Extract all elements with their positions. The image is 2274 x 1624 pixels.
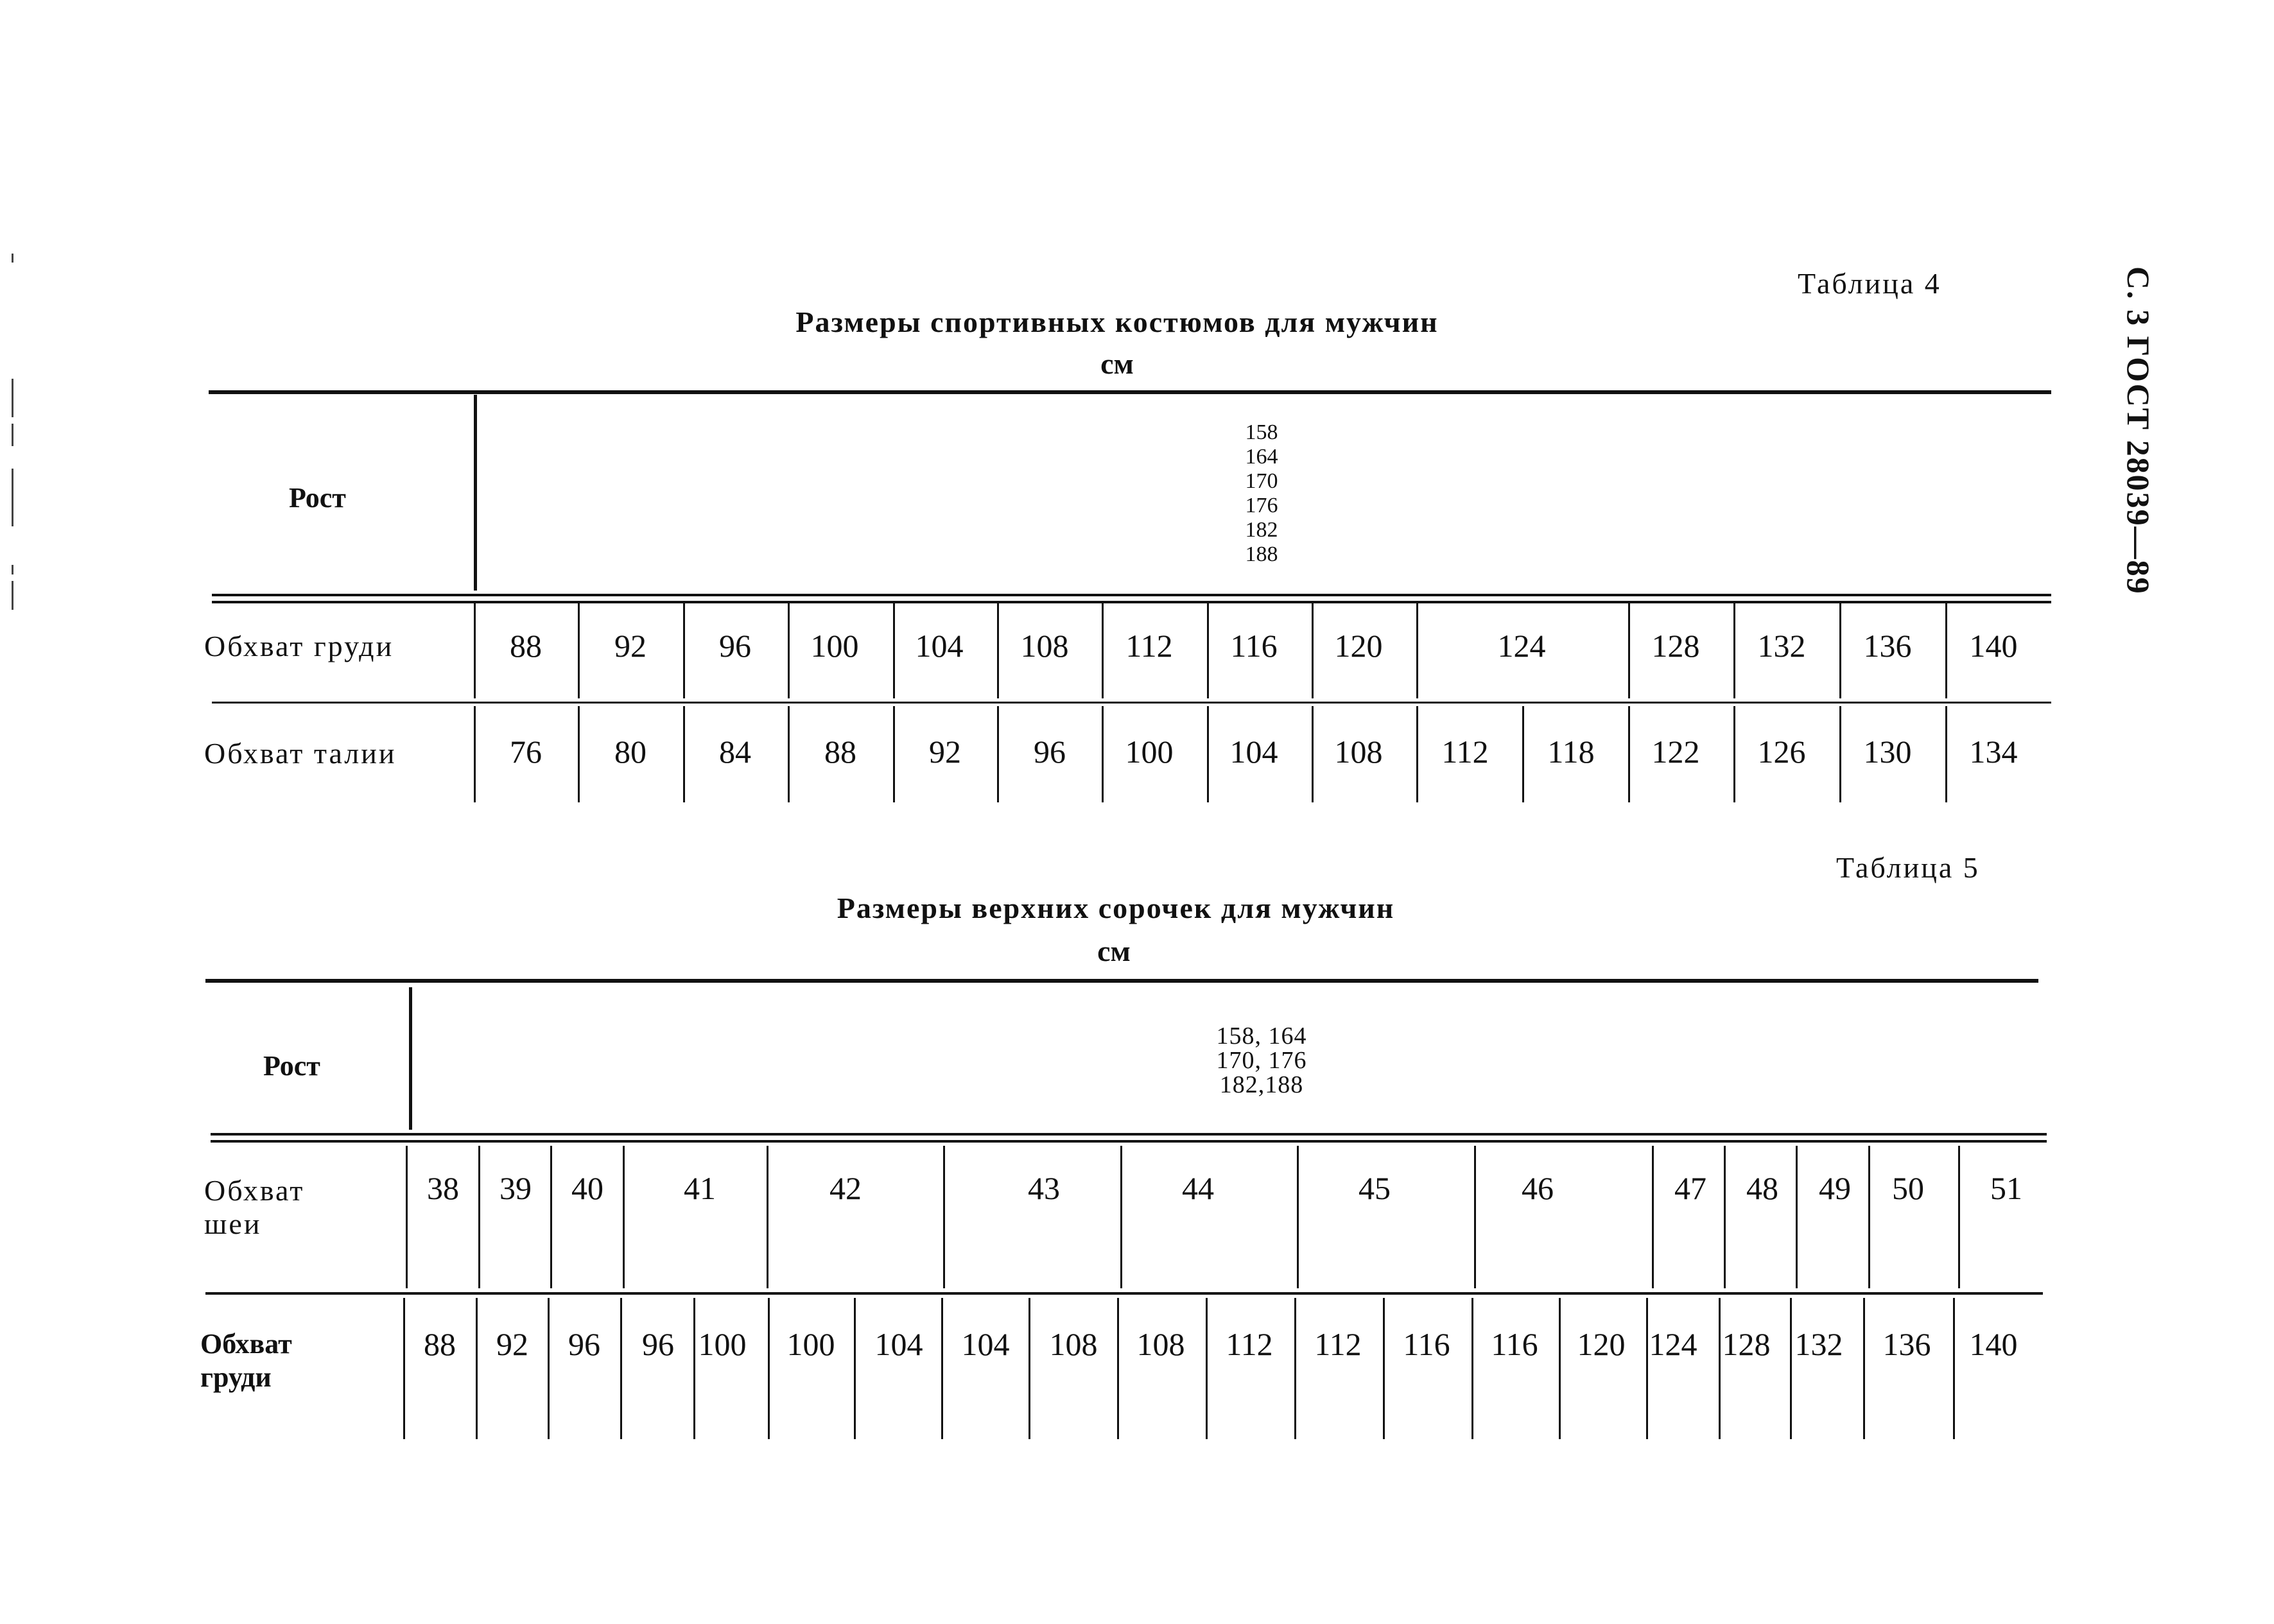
table4-col-divider — [997, 706, 999, 802]
table4-col-divider — [1102, 603, 1104, 698]
table5-col-divider — [767, 1146, 768, 1288]
table5-chest-cell: 136 — [1882, 1326, 1931, 1362]
table5-col-divider — [1383, 1298, 1385, 1439]
table5-col-divider — [854, 1298, 856, 1439]
table5-neck-cell: 40 — [571, 1170, 603, 1206]
table5-row-rule — [205, 1292, 2043, 1295]
table5-col-divider — [1294, 1298, 1296, 1439]
table5-chest-cell: 124 — [1649, 1326, 1697, 1362]
table5-col-divider — [1471, 1298, 1473, 1439]
page-running-header: С. 3 ГОСТ 28039—89 — [2121, 266, 2157, 595]
table5-chest-cell: 128 — [1722, 1326, 1771, 1362]
table4-col-divider — [683, 706, 685, 802]
table4-chest-cell: 112 — [1125, 628, 1173, 664]
table4-col-divider — [1522, 706, 1524, 802]
table4-waist-cell: 80 — [614, 734, 647, 770]
table5-neck-label: шеи — [204, 1207, 262, 1240]
table5-col-divider — [1719, 1298, 1721, 1439]
table5-neck-cell: 45 — [1358, 1170, 1391, 1206]
table4-waist-cell: 112 — [1441, 734, 1489, 770]
table4-chest-cell: 132 — [1757, 628, 1806, 664]
table4-col-divider — [1102, 706, 1104, 802]
table5-neck-cell: 47 — [1674, 1170, 1706, 1206]
table5-neck-cell: 46 — [1522, 1170, 1554, 1206]
table4-label: Таблица 4 — [1798, 267, 1941, 300]
table5-col-divider — [1474, 1146, 1476, 1288]
table4-height-value: 164 — [1245, 445, 1278, 469]
table5-chest-label: груди — [200, 1361, 272, 1393]
table5-chest-cell: 108 — [1136, 1326, 1185, 1362]
table5-chest-cell: 112 — [1226, 1326, 1273, 1362]
table5-chest-cell: 100 — [698, 1326, 747, 1362]
table4-top-rule — [209, 390, 2051, 394]
table4-chest-cell: 120 — [1334, 628, 1383, 664]
table4-col-divider — [683, 603, 685, 698]
table5-col-divider — [1646, 1298, 1648, 1439]
table5-chest-cell: 100 — [786, 1326, 835, 1362]
table5-chest-label: Обхват — [200, 1328, 292, 1360]
table4-chest-cell: 96 — [719, 628, 751, 664]
table5-col-divider — [1724, 1146, 1726, 1288]
table4-header-rule — [212, 601, 2051, 603]
table5-neck-cell: 42 — [829, 1170, 862, 1206]
table5-chest-cell: 104 — [874, 1326, 923, 1362]
margin-tick — [12, 379, 13, 417]
table5-col-divider — [1863, 1298, 1865, 1439]
table5-col-divider — [620, 1298, 622, 1439]
table4-chest-cell: 128 — [1651, 628, 1700, 664]
table5-col-divider — [1117, 1298, 1119, 1439]
table4-col-divider — [1945, 706, 1947, 802]
table5-neck-cell: 39 — [499, 1170, 532, 1206]
table5-col-divider — [1559, 1298, 1561, 1439]
table5-col-divider — [1652, 1146, 1654, 1288]
table4-chest-cell: 108 — [1020, 628, 1069, 664]
table5-col-divider — [476, 1298, 478, 1439]
table4-waist-cell: 84 — [719, 734, 751, 770]
table5-heights — [1217, 1024, 1307, 1097]
table5-chest-cell: 120 — [1577, 1326, 1626, 1362]
table4-waist-cell: 88 — [824, 734, 856, 770]
table5-col-divider — [1958, 1146, 1960, 1288]
table4-row-rule — [212, 702, 2051, 704]
table4-col-divider — [893, 603, 895, 698]
table5-col-divider — [941, 1298, 943, 1439]
table4-waist-cell: 104 — [1229, 734, 1278, 770]
table5-col-divider — [1868, 1146, 1870, 1288]
table4-chest-cell: 100 — [810, 628, 859, 664]
table4-col-divider — [1312, 706, 1314, 802]
table5-col-divider — [1206, 1298, 1208, 1439]
table5-chest-cell: 140 — [1969, 1326, 2018, 1362]
table4-height-label: Рост — [289, 482, 346, 514]
table4-col-divider — [1207, 706, 1209, 802]
table4-chest-cell: 140 — [1969, 628, 2018, 664]
table4-waist-cell: 130 — [1863, 734, 1912, 770]
table5-neck-cell: 51 — [1990, 1170, 2022, 1206]
table5-neck-cell: 41 — [684, 1170, 716, 1206]
table5-chest-cell: 116 — [1403, 1326, 1450, 1362]
table4-waist-cell: 126 — [1757, 734, 1806, 770]
margin-tick — [12, 565, 13, 574]
margin-tick — [12, 424, 13, 446]
table5-col-divider — [1790, 1298, 1792, 1439]
table5-chest-cell: 132 — [1794, 1326, 1843, 1362]
table4-col-divider — [1733, 603, 1735, 698]
table4-col-divider — [1839, 706, 1841, 802]
table5-height-value: 158, 164 — [1216, 1023, 1307, 1050]
table4-col-divider — [1839, 603, 1841, 698]
table5-chest-cell: 104 — [961, 1326, 1010, 1362]
margin-tick — [12, 254, 13, 263]
table4-waist-cell: 108 — [1334, 734, 1383, 770]
table5-col-divider — [768, 1298, 770, 1439]
table4-waist-cell: 92 — [929, 734, 961, 770]
table4-col-divider — [893, 706, 895, 802]
table5-header-rule — [211, 1140, 2047, 1143]
table4-chest-cell: 104 — [915, 628, 964, 664]
table4-height-value: 158 — [1245, 420, 1278, 444]
table5-neck-cell: 38 — [427, 1170, 459, 1206]
table5-col-divider — [623, 1146, 625, 1288]
table5-height-value: 182,188 — [1219, 1071, 1304, 1098]
table5-col-divider — [548, 1298, 550, 1439]
table4-col-divider — [474, 395, 477, 591]
table5-height-value: 170, 176 — [1216, 1047, 1307, 1074]
table4-col-divider — [474, 706, 476, 802]
margin-tick — [12, 469, 13, 526]
table4-heights — [1245, 420, 1278, 567]
table5-height-label: Рост — [263, 1050, 320, 1082]
table4-waist-cell: 118 — [1547, 734, 1595, 770]
table5-col-divider — [403, 1298, 405, 1439]
table5-chest-cell: 116 — [1491, 1326, 1538, 1362]
table5-title: Размеры верхних сорочек для мужчин — [837, 892, 1395, 924]
table4-col-divider — [1207, 603, 1209, 698]
table5-neck-label: Обхват — [204, 1174, 305, 1207]
table4-waist-cell: 100 — [1125, 734, 1174, 770]
table4-col-divider — [1416, 706, 1418, 802]
table4-chest-cell: 116 — [1230, 628, 1278, 664]
table5-chest-cell: 96 — [568, 1326, 600, 1362]
table4-col-divider — [788, 706, 790, 802]
table5-col-divider — [1796, 1146, 1798, 1288]
table5-header-rule — [211, 1133, 2047, 1136]
table5-chest-cell: 92 — [496, 1326, 528, 1362]
table5-chest-cell: 96 — [642, 1326, 674, 1362]
table4-unit: см — [1100, 347, 1134, 380]
margin-tick — [12, 581, 13, 610]
table5-label: Таблица 5 — [1836, 851, 1980, 884]
table5-neck-cell: 44 — [1182, 1170, 1214, 1206]
table4-height-value: 176 — [1245, 494, 1278, 517]
table4-chest-cell: 124 — [1497, 628, 1546, 664]
table4-chest-label: Обхват груди — [204, 630, 394, 662]
table4-chest-cell: 92 — [614, 628, 647, 664]
table4-col-divider — [788, 603, 790, 698]
table4-waist-label: Обхват талии — [204, 737, 397, 770]
table5-unit: см — [1097, 935, 1131, 967]
table5-neck-cell: 49 — [1819, 1170, 1851, 1206]
table4-height-value: 182 — [1245, 518, 1278, 542]
table4-col-divider — [578, 603, 580, 698]
table5-chest-cell: 108 — [1049, 1326, 1098, 1362]
table5-chest-cell: 88 — [424, 1326, 456, 1362]
table4-col-divider — [1945, 603, 1947, 698]
table5-col-divider — [550, 1146, 552, 1288]
table4-header-rule — [212, 594, 2051, 596]
table5-col-divider — [1953, 1298, 1955, 1439]
table5-col-divider — [1297, 1146, 1299, 1288]
table4-title: Размеры спортивных костюмов для мужчин — [795, 306, 1439, 338]
table5-col-divider — [406, 1146, 408, 1288]
table4-col-divider — [1628, 706, 1630, 802]
table4-waist-cell: 134 — [1969, 734, 2018, 770]
table4-col-divider — [474, 603, 476, 698]
table5-col-divider — [409, 987, 412, 1130]
table5-col-divider — [478, 1146, 480, 1288]
table5-col-divider — [943, 1146, 945, 1288]
table5-chest-cell: 112 — [1314, 1326, 1362, 1362]
table4-height-value: 170 — [1245, 469, 1278, 493]
table5-neck-cell: 50 — [1892, 1170, 1924, 1206]
table4-col-divider — [1312, 603, 1314, 698]
table5-neck-cell: 43 — [1028, 1170, 1060, 1206]
table4-chest-cell: 88 — [510, 628, 542, 664]
table4-waist-cell: 76 — [510, 734, 542, 770]
table4-chest-cell: 136 — [1863, 628, 1912, 664]
table4-waist-cell: 122 — [1651, 734, 1700, 770]
table4-height-value: 188 — [1245, 542, 1278, 566]
table4-col-divider — [1628, 603, 1630, 698]
table4-col-divider — [578, 706, 580, 802]
table5-top-rule — [205, 979, 2038, 983]
table5-col-divider — [1120, 1146, 1122, 1288]
table4-col-divider — [1416, 603, 1418, 698]
table4-col-divider — [997, 603, 999, 698]
table5-col-divider — [1029, 1298, 1030, 1439]
table5-col-divider — [693, 1298, 695, 1439]
table5-neck-cell: 48 — [1746, 1170, 1778, 1206]
table4-waist-cell: 96 — [1034, 734, 1066, 770]
table4-col-divider — [1733, 706, 1735, 802]
